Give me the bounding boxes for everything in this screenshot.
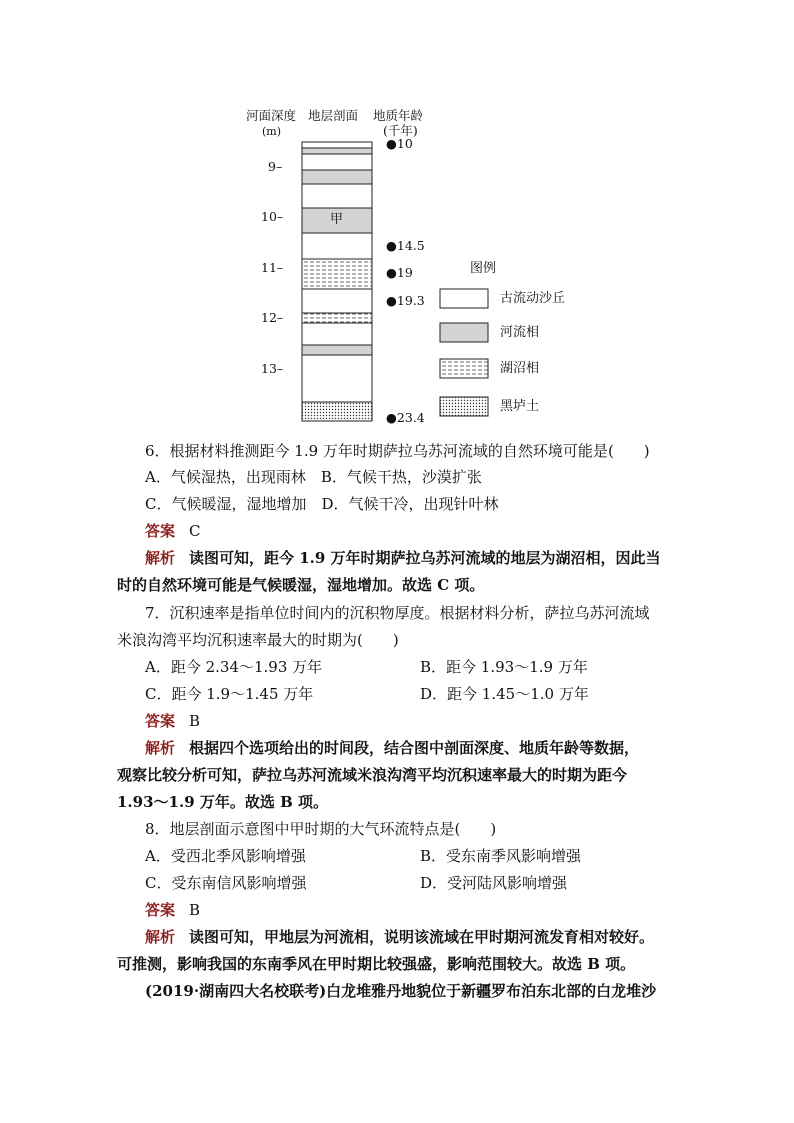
q7-analysis-line-1 [145,741,639,756]
q7-answer-value: B [189,712,201,730]
legend-label-dune: 古流动沙丘 [500,291,566,306]
header-profile: 地层剖面 [308,108,359,123]
age-10: ●10 [386,136,413,151]
legend-swatch-fluvial [440,323,488,342]
q7-analysis-line-2: 观察比较分析可知，萨拉乌苏河流域米浪沟湾平均沉积速率最大的时期为距今 [117,766,628,784]
legend-label-black-loam: 黑垆土 [500,399,540,414]
header-age: 地质年龄 [373,108,424,123]
q8-answer [145,903,200,918]
legend-swatch-lacustrine [440,359,488,378]
q6-answer-value: C [189,522,201,540]
q7-option-b: B．距今 1.93～1.9 万年 [420,658,588,676]
q7-stem-line-2: 米浪沟湾平均沉积速率最大的时期为( ) [117,631,399,649]
q8-option-b: B．受东南季风影响增强 [420,847,582,865]
depth-tick-9: 9– [268,159,283,174]
q7-analysis-line-3: 1.93～1.9 万年。故选 B 项。 [117,793,328,811]
profile-graphic [238,96,590,430]
legend-title: 图例 [470,261,497,276]
q6-analysis-label: 解析 [145,549,176,567]
legend-swatch-dune [440,289,488,308]
q6-answer [145,524,201,539]
next-question-intro: (2019·湖南四大名校联考)白龙堆雅丹地貌位于新疆罗布泊东北部的白龙堆沙 [145,982,657,1000]
header-depth: 河面深度 [246,108,297,123]
q6-options-ab: A．气候湿热，出现雨林 B．气候干热，沙漠扩张 [145,468,482,486]
q8-option-c: C．受东南信风影响增强 [145,874,307,892]
q8-analysis-line-2: 可推测，影响我国的东南季风在甲时期比较强盛，影响范围较大。故选 B 项。 [117,955,636,973]
q7-answer [145,714,200,729]
q8-answer-value: B [189,901,201,919]
depth-tick-12: 12– [261,310,284,325]
q8-answer-label: 答案 [145,901,176,919]
legend-label-lacustrine: 湖沼相 [500,361,540,376]
depth-tick-10: 10– [261,209,284,224]
q6-analysis-line-1 [145,551,661,566]
q7-analysis-text-1: 根据四个选项给出的时间段，结合图中剖面深度、地质年龄等数据， [189,739,640,757]
profile-column [302,142,372,421]
q7-analysis-label: 解析 [145,739,176,757]
stratigraphic-profile-figure [238,96,590,430]
q6-analysis-line-2: 时的自然环境可能是气候暖湿，湿地增加。故选 C 项。 [117,576,485,594]
q8-analysis-label: 解析 [145,928,176,946]
q8-stem: 8．地层剖面示意图中甲时期的大气环流特点是( ) [145,820,497,838]
legend-label-fluvial: 河流相 [500,325,540,340]
q6-answer-label: 答案 [145,522,176,540]
unit-depth: (m) [262,125,282,138]
q6-options-cd: C．气候暖湿，湿地增加 D．气候干冷，出现针叶林 [145,495,499,513]
q7-option-c: C．距今 1.9～1.45 万年 [145,685,314,703]
q7-stem-line-1: 7．沉积速率是指单位时间内的沉积物厚度。根据材料分析，萨拉乌苏河流域 [145,604,650,622]
q8-analysis-line-1 [145,930,654,945]
unit-age: (千年) [383,123,418,138]
q8-option-d: D．受河陆风影响增强 [420,874,568,892]
q6-stem: 6．根据材料推测距今 1.9 万年时期萨拉乌苏河流域的自然环境可能是( ) [145,442,650,460]
q8-option-a: A．受西北季风影响增强 [145,847,306,865]
q7-answer-label: 答案 [145,712,176,730]
q6-analysis-text-1: 读图可知，距今 1.9 万年时期萨拉乌苏河流域的地层为湖沼相，因此当 [189,549,661,567]
legend-swatch-black-loam [440,397,488,416]
age-19-3: ●19.3 [386,293,425,308]
age-19: ●19 [386,265,413,280]
age-14-5: ●14.5 [386,238,425,253]
depth-tick-13: 13– [261,361,284,376]
layer-jia-label: 甲 [330,212,344,227]
q7-option-a: A．距今 2.34～1.93 万年 [145,658,323,676]
age-23-4: ●23.4 [386,410,425,425]
q8-analysis-text-1: 读图可知，甲地层为河流相，说明该流域在甲时期河流发育相对较好。 [189,928,655,946]
legend-swatches [440,289,488,416]
depth-tick-11: 11– [261,260,284,275]
q7-option-d: D．距今 1.45～1.0 万年 [420,685,589,703]
